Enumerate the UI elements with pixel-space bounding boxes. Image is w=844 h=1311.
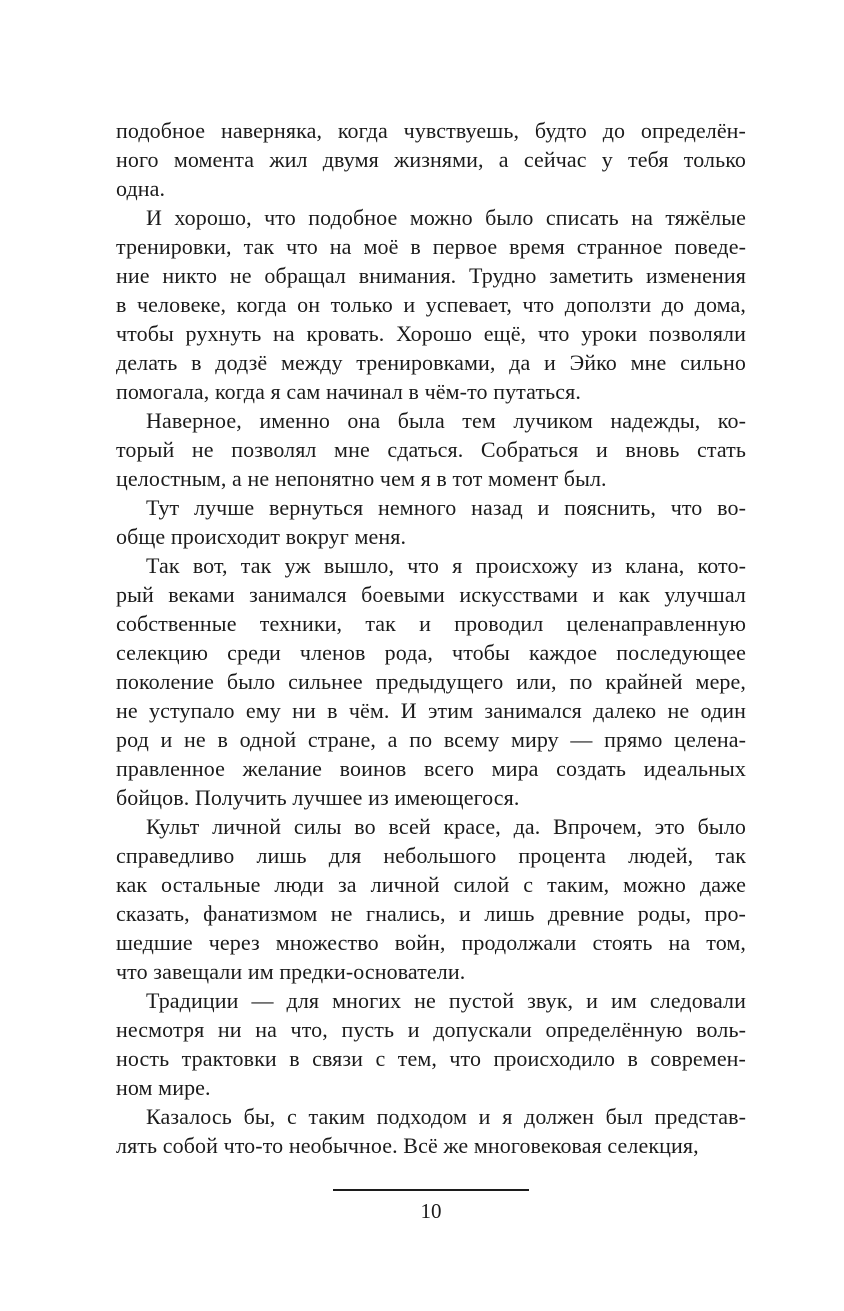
- text-line: И хорошо, что подобное можно было списать на тяжёлые: [146, 205, 746, 230]
- paragraph: [116, 116, 746, 203]
- text-line: одна.: [116, 176, 166, 201]
- text-line: лять собой что-то необычное. Всё же многовековая селекция,: [116, 1133, 699, 1158]
- text-line: торый не позволял мне сдаться. Собраться и вновь стать: [116, 437, 746, 462]
- paragraph: [116, 406, 746, 493]
- page-text-block: [116, 116, 746, 1160]
- page-footer: [116, 1189, 746, 1223]
- text-line: делать в додзё между тренировками, да и Эйко мне сильно: [116, 350, 746, 375]
- text-line: Традиции — для многих не пустой звук, и им следовали: [146, 988, 746, 1013]
- paragraph: [116, 203, 746, 406]
- text-line: Наверное, именно она была тем лучиком надежды, ко-: [146, 408, 746, 433]
- text-line: правленное желание воинов всего мира создать идеальных: [116, 756, 746, 781]
- text-line: тренировки, так что на моё в первое время странное поведе-: [116, 234, 746, 259]
- text-line: как остальные люди за личной силой с таким, можно даже: [116, 872, 746, 897]
- text-line: несмотря ни на что, пусть и допускали определённую воль-: [116, 1017, 746, 1042]
- text-line: рый веками занимался боевыми искусствами и как улучшал: [116, 582, 746, 607]
- text-line: Культ личной силы во всей красе, да. Впрочем, это было: [146, 814, 746, 839]
- text-line: чтобы рухнуть на кровать. Хорошо ещё, что уроки позволяли: [116, 321, 746, 346]
- text-line: Так вот, так уж вышло, что я происхожу из клана, кото-: [146, 553, 746, 578]
- text-line: обще происходит вокруг меня.: [116, 524, 407, 549]
- paragraph: [116, 812, 746, 986]
- text-line: не уступало ему ни в чём. И этим занимался далеко не один: [116, 698, 746, 723]
- text-line: подобное наверняка, когда чувствуешь, будто до определён-: [116, 118, 746, 143]
- footer-divider-rule: [333, 1189, 529, 1191]
- text-line: селекцию среди членов рода, чтобы каждое последующее: [116, 640, 746, 665]
- text-line: помогала, когда я сам начинал в чём-то путаться.: [116, 379, 581, 404]
- text-line: ность трактовки в связи с тем, что происходило в современ-: [116, 1046, 746, 1071]
- text-line: ного момента жил двумя жизнями, а сейчас у тебя только: [116, 147, 746, 172]
- text-line: шедшие через множество войн, продолжали стоять на том,: [116, 930, 746, 955]
- text-line: в человеке, когда он только и успевает, что доползти до дома,: [116, 292, 746, 317]
- text-line: целостным, а не непонятно чем я в тот момент был.: [116, 466, 607, 491]
- paragraph: [116, 1102, 746, 1160]
- paragraph: [116, 551, 746, 812]
- text-line: сказать, фанатизмом не гнались, и лишь древние роды, про-: [116, 901, 746, 926]
- text-line: справедливо лишь для небольшого процента людей, так: [116, 843, 746, 868]
- text-line: ном мире.: [116, 1075, 211, 1100]
- text-line: собственные техники, так и проводил целенаправленную: [116, 611, 746, 636]
- paragraph: [116, 986, 746, 1102]
- text-line: бойцов. Получить лучшее из имеющегося.: [116, 785, 520, 810]
- paragraph: [116, 493, 746, 551]
- text-line: Казалось бы, с таким подходом и я должен был представ-: [146, 1104, 746, 1129]
- page-number: 10: [420, 1199, 442, 1223]
- text-line: Тут лучше вернуться немного назад и пояснить, что во-: [146, 495, 746, 520]
- text-line: что завещали им предки-основатели.: [116, 959, 466, 984]
- text-line: ние никто не обращал внимания. Трудно заметить изменения: [116, 263, 746, 288]
- text-line: род и не в одной стране, а по всему миру — прямо целена-: [116, 727, 746, 752]
- text-line: поколение было сильнее предыдущего или, по крайней мере,: [116, 669, 746, 694]
